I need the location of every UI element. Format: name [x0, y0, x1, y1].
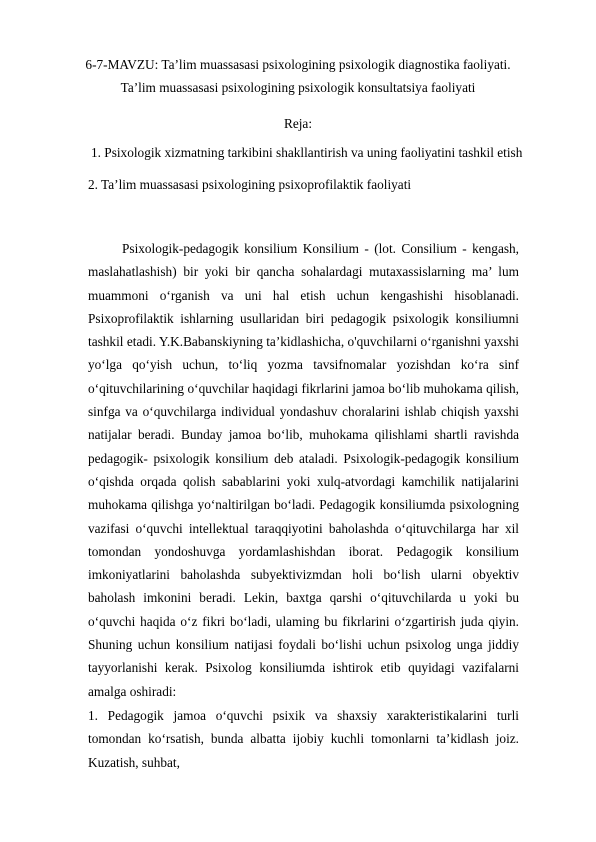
plan-item-1: 1. Psixologik xizmatning tarkibini shakllantirish va uning faoliyatini tashkil etish: [91, 145, 523, 160]
document-title-line-2: Ta’lim muassasasi psixologining psixologik konsultatsiya faoliyati: [120, 80, 476, 95]
body-paragraph-1: Psixologik-pedagogik konsilium Konsilium - (lot. Consilium - kengash, maslahatlashish) bir yoki bir qancha sohalardagi mutaxassislarning ma’ lum muammoni o‘rganish va uni hal etish uchun kengashishi hisoblanadi. Psixoprofilaktik ishlarning usullaridan biri pedagogik psixologik konsiliumni tashkil etadi. Y.K.Babanskiyning ta’kidlashicha, o'quvchilarni o‘rganishni yaxshi yo‘lga qo‘yish uchun, to‘liq yozma tavsifnomalar yozishdan ko‘ra sinf o‘qituvchilarining o‘quvchilar haqidagi fikrlarini jamoa bo‘lib muhokama qilish, sinfga va o‘quvchilarga individual yondashuv choralarini ishlab chiqish yaxshi natijalar beradi. Bunday jamoa bo‘lib, muhokama qilishlami shartli ravishda pedagogik- psixologik konsilium deb ataladi. Psixologik-pedagogik konsilium o‘qishda orqada qolish sabablarini yoki xulq-atvordagi kamchilik natijalarini muhokama qilishga yo‘naltirilgan bo‘ladi. Pedagogik konsiliumda psixologning vazifasi o‘quvchi intellektual taraqqiyotini baholashda o‘qituvchilarga har xil tomondan yondoshuvga yordamlashishdan iborat. Pedagogik konsilium imkoniyatlarini baholashda subyektivizmdan holi bo‘lish ularni obyektiv baholash imkonini beradi. Lekin, baxtga qarshi o‘qituvchilarda u yoki bu o‘quvchi haqida o‘z fikri bo‘ladi, ulaming bu fikrlarini o‘zgartirish juda qiyin. Shuning uchun konsilium natijasi foydali bo‘lishi uchun psixolog unga jiddiy tayyorlanishi kerak. Psixolog konsiliumda ishtirok etib quyidagi vazifalarni amalga oshiradi:: [88, 241, 519, 699]
document-title-line-1: 6-7-MAVZU: Ta’lim muassasasi psixologining psixologik diagnostika faoliyati.: [85, 57, 511, 72]
body-paragraph-2: 1. Pedagogik jamoa o‘quvchi psixik va shaxsiy xarakteristikalarini turli tomondan ko‘rsatish, bunda albatta ijobiy kuchli tomonlarni ta’kidlash joiz. Kuzatish, suhbat,: [88, 708, 519, 770]
plan-heading: Reja:: [283, 116, 313, 131]
plan-item-2: 2. Ta’lim muassasasi psixologining psixoprofilaktik faoliyati: [88, 177, 412, 192]
